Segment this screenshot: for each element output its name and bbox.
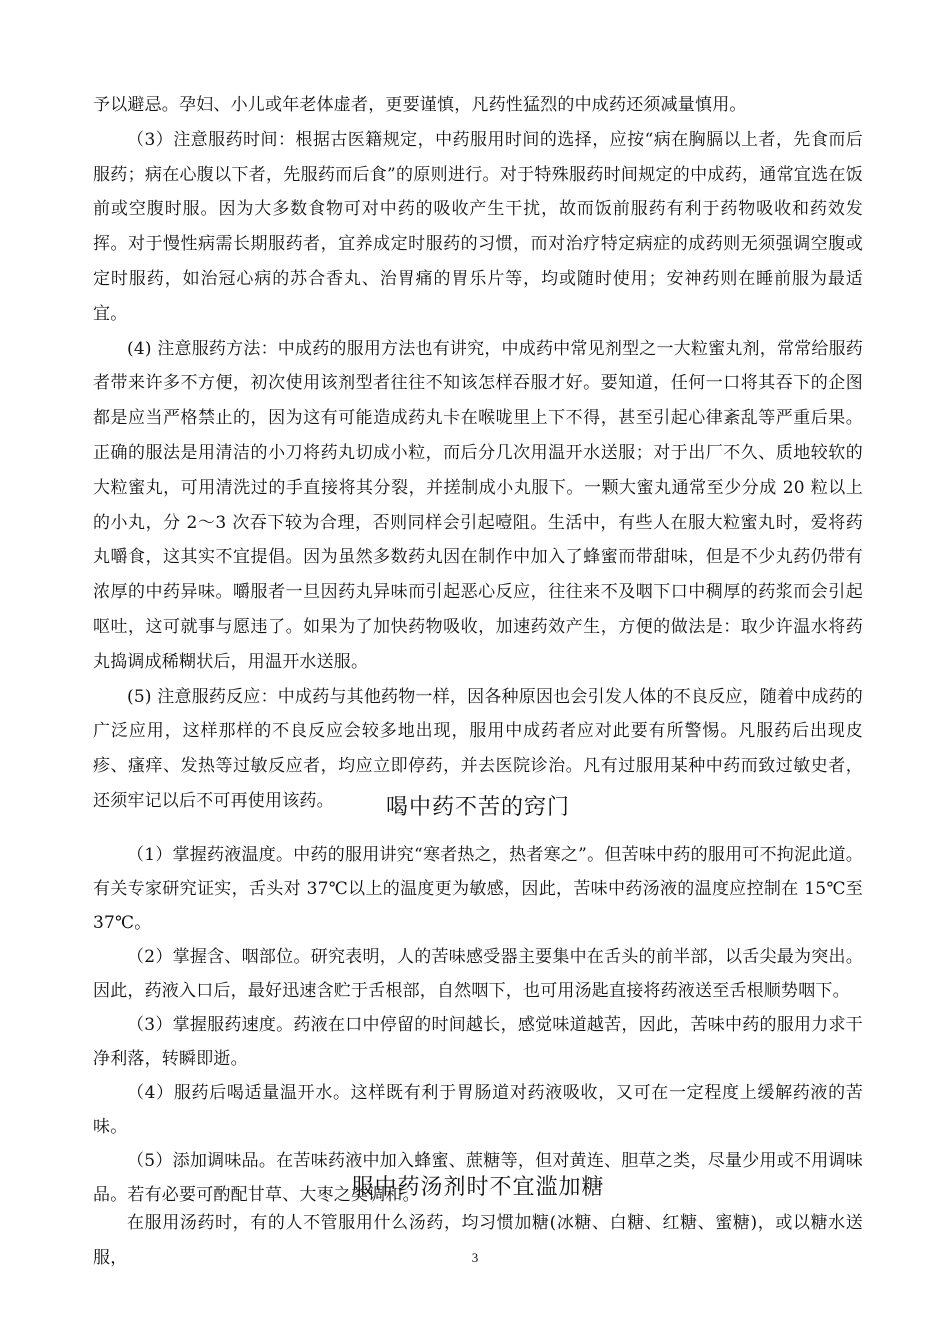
page-number: 3 xyxy=(471,1250,479,1265)
tip-speed: （3）掌握服药速度。药液在口中停留的时间越长，感觉味道越苦，因此，苦味中药的服用力求干净利落，转瞬即逝。 xyxy=(93,1015,863,1069)
tip-flavoring: （5）添加调味品。在苦味药液中加入蜂蜜、蔗糖等，但对黄连、胆草之类，尽量少用或不用调味品。若有必要可酌配甘草、大枣之类调和。 xyxy=(93,1151,863,1205)
paragraph-medication-timing: （3）注意服药时间：根据古医籍规定，中药服用时间的选择，应按“病在胸膈以上者，先食而后服药；病在心腹以下者，先服药而后食”的原则进行。对于特殊服药时间规定的中成药，通常宜选在饭前或空腹时服。因为大多数食物可对中药的吸收产生干扰，故而饭前服药有利于药物吸收和药效发挥。对于慢性病需长期服药者，宜养成定时服药的习惯，而对治疗特定病症的成药则无须强调空腹或定时服药，如治冠心病的苏合香丸、治胃痛的胃乐片等，均或随时使用；安神药则在睡前服为最适宜。 xyxy=(93,129,863,324)
tip-swallow-position: （2）掌握含、咽部位。研究表明，人的苦味感受器主要集中在舌头的前半部，以舌尖最为突出。因此，药液入口后，最好迅速含贮于舌根部，自然咽下，也可用汤匙直接将药液送至舌根顺势咽下。 xyxy=(93,947,863,1001)
paragraph-medication-reaction: (5) 注意服药反应：中成药与其他药物一样，因各种原因也会引发人体的不良反应，随着中成药的广泛应用，这样那样的不良反应会较多地出现，服用中成药者应对此要有所警惕。凡服药后出现皮疹、瘙痒、发热等过敏反应者，均应立即停药，并去医院诊治。凡有过服用某种中药而致过敏史者，还须牢记以后不可再使用该药。 xyxy=(93,686,863,811)
heading-no-sugar: 服中药汤剂时不宜滥加糖 xyxy=(351,1175,605,1200)
paragraph-avoidance-continued: 予以避忌。孕妇、小儿或年老体虚者，更要谨慎，凡药性猛烈的中成药还须减量慎用。 xyxy=(93,95,747,115)
tip-warm-water: （4）服药后喝适量温开水。这样既有利于胃肠道对药液吸收，又可在一定程度上缓解药液的苦味。 xyxy=(93,1083,863,1137)
heading-bitter-tips: 喝中药不苦的窍门 xyxy=(385,795,570,820)
section-medication-notes xyxy=(93,88,863,819)
tip-temperature: （1）掌握药液温度。中药的服用讲究“寒者热之，热者寒之”。但苦味中药的服用可不拘泥此道。有关专家研究证实，舌头对 37℃以上的温度更为敏感，因此，苦味中药汤液的温度应控制在 15℃至 37℃。 xyxy=(93,845,863,933)
document-page xyxy=(93,88,863,1268)
paragraph-sugar-intro: 在服用汤药时，有的人不管服用什么汤药，均习惯加糖(冰糖、白糖、红糖、蜜糖)，或以糖水送服， xyxy=(93,1213,863,1268)
section-bitter-tips xyxy=(93,838,863,1212)
paragraph-medication-method: (4) 注意服药方法：中成药的服用方法也有讲究，中成药中常见剂型之一大粒蜜丸剂，常常给服药者带来许多不方便，初次使用该剂型者往往不知该怎样吞服才好。要知道，任何一口将其吞下的企图都是应当严格禁止的，因为这有可能造成药丸卡在喉咙里上下不得，甚至引起心律紊乱等严重后果。正确的服法是用清洁的小刀将药丸切成小粒，而后分几次用温开水送服；对于出厂不久、质地较软的大粒蜜丸，可用清洗过的手直接将其分裂，并搓制成小丸服下。一颗大蜜丸通常至少分成 20 粒以上的小丸，分 2～3 次吞下较为合理，否则同样会引起噎阻。生活中，有些人在服大粒蜜丸时，爱将药丸嚼食，这其实不宜提倡。因为虽然多数药丸因在制作中加入了蜂蜜而带甜味，但是不少丸药仍带有浓厚的中药异味。嚼服者一旦因药丸异味而引起恶心反应，往往来不及咽下口中稠厚的药浆而会引起呕吐，这可就事与愿违了。如果为了加快药物吸收，加速药效产生，方便的做法是：取少许温水将药丸捣调成稀糊状后，用温开水送服。 xyxy=(93,338,863,672)
